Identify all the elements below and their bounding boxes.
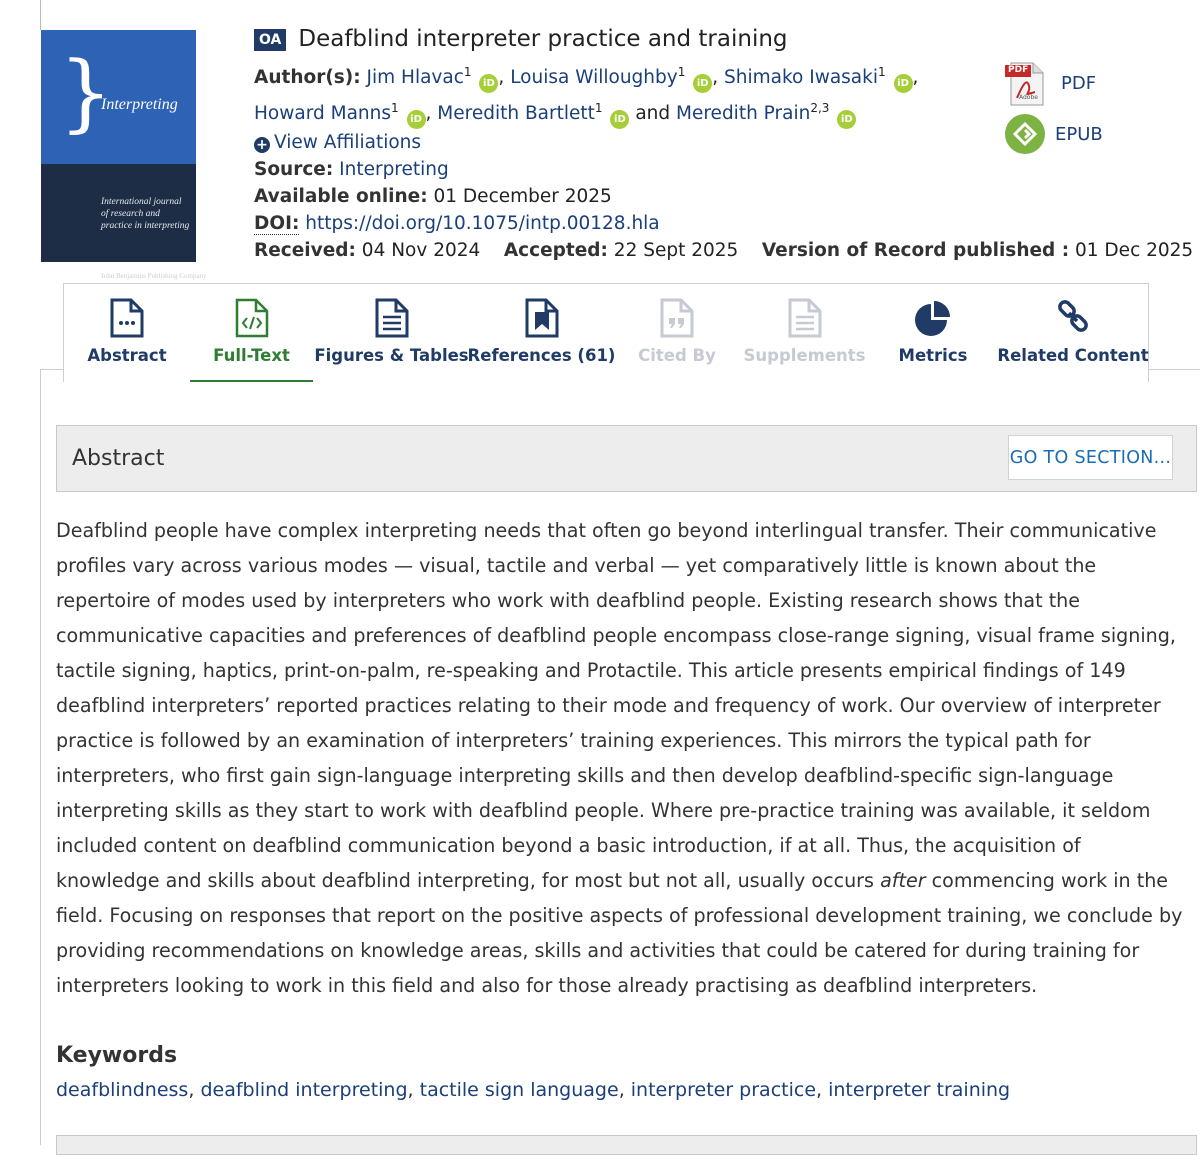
document-lines-icon	[787, 298, 823, 338]
keyword-link[interactable]: tactile sign language	[419, 1079, 619, 1101]
tab-label: Figures & Tables	[314, 346, 469, 365]
received-date: 04 Nov 2024	[361, 240, 481, 262]
orcid-icon[interactable]: iD	[894, 74, 913, 93]
keywords-heading: Keywords	[56, 1043, 178, 1068]
pdf-label: PDF	[1061, 72, 1097, 94]
article-title: Deafblind interpreter practice and training	[298, 26, 788, 52]
panel-border	[40, 0, 41, 30]
source-label: Source:	[254, 159, 334, 181]
link-icon	[1053, 298, 1093, 338]
keyword-separator: ,	[816, 1079, 823, 1101]
available-label: Available online:	[254, 186, 428, 208]
keyword-separator: ,	[188, 1079, 195, 1101]
cover-brace-logo: }	[59, 43, 113, 141]
pdf-icon	[1005, 62, 1045, 104]
affiliation-sup: 1	[463, 65, 472, 79]
orcid-icon[interactable]: iD	[407, 110, 426, 129]
tab-full-text[interactable]	[190, 284, 313, 382]
tab-references[interactable]	[467, 284, 616, 382]
available-row	[254, 183, 954, 210]
abstract-text-part: Deafblind people have complex interpreting needs that often go beyond interlingual transfer. Their communicative profiles vary across various modes — visual, tactile and verbal — yet comparatively little is known about the repertoire of modes used by interpreters who work with deafblind people. Existing research shows that the communicative capacities and preferences of deafblind people encompass close-range signing, visual frame signing, tactile signing, haptics, print-on-palm, re-speaking and Protactile. This article presents empirical findings of 149 deafblind interpreters’ reported practices relating to their mode and frequency of work. Our overview of interpreter practice is followed by an examination of interpreters’ training experiences. This mirrors the typical path for interpreters, who first gain sign-language interpreting skills and then develop deafblind-specific sign-language interpreting skills as they start to work with deafblind people. Where pre-practice training was available, it seldom included content on deafblind communication beyond a basic introduction, if at all. Thus, the acquisition of knowledge and skills about deafblind interpreting, for most but not all, usually occurs	[56, 519, 1176, 892]
code-document-icon	[234, 298, 270, 338]
abstract-section-header	[56, 425, 1197, 492]
open-access-badge: OA	[254, 29, 286, 51]
cover-subtitle: International journal of research and practice in interpreting	[101, 197, 190, 231]
tab-related-content[interactable]	[998, 284, 1148, 382]
authors-line-2: Howard Manns$^1$ iD , Meredith Bartlett$^1$ iD and Meredith Prain$^{2,3}$ iD	[254, 93, 954, 129]
view-affiliations-toggle[interactable]	[254, 129, 954, 156]
abstract-text-part: commencing work in the field. Focusing on responses that report on the positive aspects of professional development training, we conclude by providing recommendations on knowledge areas, skills and activities that could be catered for during training for interpreters looking to work in this field and also for those already practising as deafblind interpreters.	[56, 869, 1183, 997]
content-panel-border-top	[1149, 369, 1200, 370]
content-panel-border	[40, 369, 41, 1145]
accepted-label: Accepted:	[503, 240, 608, 262]
go-to-section-button[interactable]: GO TO SECTION...	[1008, 435, 1173, 480]
tab-supplements	[741, 284, 868, 382]
doi-label: DOI:	[254, 213, 300, 235]
author-link[interactable]: Howard Manns	[254, 103, 391, 125]
affiliation-sup: 1	[594, 101, 603, 116]
article-tabs	[63, 283, 1149, 382]
tab-figures-tables[interactable]	[313, 284, 470, 382]
tab-label: Cited By	[638, 346, 716, 365]
keywords-list	[56, 1075, 1010, 1105]
keyword-link[interactable]: deafblindness	[56, 1079, 189, 1101]
cover-publisher: John Benjamins Publishing Company	[101, 272, 207, 280]
tab-label: Full-Text	[213, 346, 290, 365]
author-link[interactable]: Meredith Prain	[676, 103, 811, 125]
authors-label: Author(s):	[254, 67, 361, 89]
content-panel-border-top	[40, 369, 63, 370]
document-lines-icon	[374, 298, 410, 338]
author-link[interactable]: Meredith Bartlett	[437, 103, 595, 125]
document-dots-icon	[109, 298, 145, 338]
journal-cover-image[interactable]	[41, 30, 207, 280]
next-section-header	[56, 1135, 1197, 1155]
quote-document-icon	[659, 298, 695, 338]
source-row	[254, 156, 954, 183]
doi-link[interactable]: https://doi.org/10.1075/intp.00128.hla	[305, 213, 660, 235]
orcid-icon[interactable]: iD	[693, 74, 712, 93]
source-link[interactable]: Interpreting	[339, 159, 449, 181]
tab-metrics[interactable]	[868, 284, 998, 382]
keyword-link[interactable]: interpreter training	[828, 1079, 1011, 1101]
keyword-separator: ,	[618, 1079, 625, 1101]
author-link[interactable]: Louisa Willoughby	[510, 67, 678, 89]
pdf-icon-text: PDF	[1008, 65, 1029, 75]
keyword-separator: ,	[407, 1079, 414, 1101]
tab-label: References (61)	[467, 346, 616, 365]
epub-icon	[1005, 114, 1045, 154]
tab-label: Abstract	[87, 346, 167, 365]
keyword-link[interactable]: interpreter practice	[630, 1079, 817, 1101]
epub-label: EPUB	[1055, 123, 1103, 145]
available-date: 01 December 2025	[433, 186, 612, 208]
orcid-icon[interactable]: iD	[479, 74, 498, 93]
authors-line: Author(s): Jim Hlavac$^1$ iD , Louisa Willoughby$^1$ iD , Shimako Iwasaki$^1$ iD ,	[254, 57, 954, 93]
tab-label: Supplements	[743, 346, 866, 365]
author-link[interactable]: Jim Hlavac	[366, 67, 464, 89]
tab-label: Related Content	[997, 346, 1149, 365]
plus-circle-icon: +	[254, 137, 270, 153]
pdf-download-button[interactable]	[1005, 62, 1096, 104]
cover-journal-title: Interpreting	[101, 96, 178, 113]
and-text: and	[635, 103, 671, 125]
tab-cited-by	[613, 284, 741, 382]
orcid-icon[interactable]: iD	[610, 110, 629, 129]
abstract-italic-word: after	[880, 869, 926, 892]
accepted-date: 22 Sept 2025	[613, 240, 739, 262]
keyword-link[interactable]: deafblind interpreting	[200, 1079, 408, 1101]
tab-abstract[interactable]	[64, 284, 190, 382]
affiliation-sup: 1	[677, 65, 686, 79]
bookmark-document-icon	[524, 298, 560, 338]
affiliation-sup: 1	[878, 65, 886, 79]
section-heading: Abstract	[72, 446, 165, 471]
doi-row	[254, 210, 954, 237]
affiliation-sup: 2,3	[810, 101, 830, 116]
pie-chart-icon	[913, 298, 953, 338]
dates-row	[254, 237, 1194, 264]
orcid-icon[interactable]: iD	[837, 110, 856, 129]
author-link[interactable]: Shimako Iwasaki	[724, 67, 878, 89]
title-row	[254, 26, 954, 53]
vor-date: 01 Dec 2025	[1075, 240, 1194, 262]
received-label: Received:	[254, 240, 356, 262]
view-affiliations-link[interactable]: View Affiliations	[274, 132, 422, 154]
tab-label: Metrics	[898, 346, 968, 365]
epub-download-button[interactable]	[1005, 114, 1103, 154]
vor-label: Version of Record published :	[761, 240, 1070, 262]
affiliation-sup: 1	[391, 101, 399, 116]
abstract-text	[56, 513, 1186, 1003]
pdf-icon-sub: Adobe	[1019, 94, 1038, 101]
